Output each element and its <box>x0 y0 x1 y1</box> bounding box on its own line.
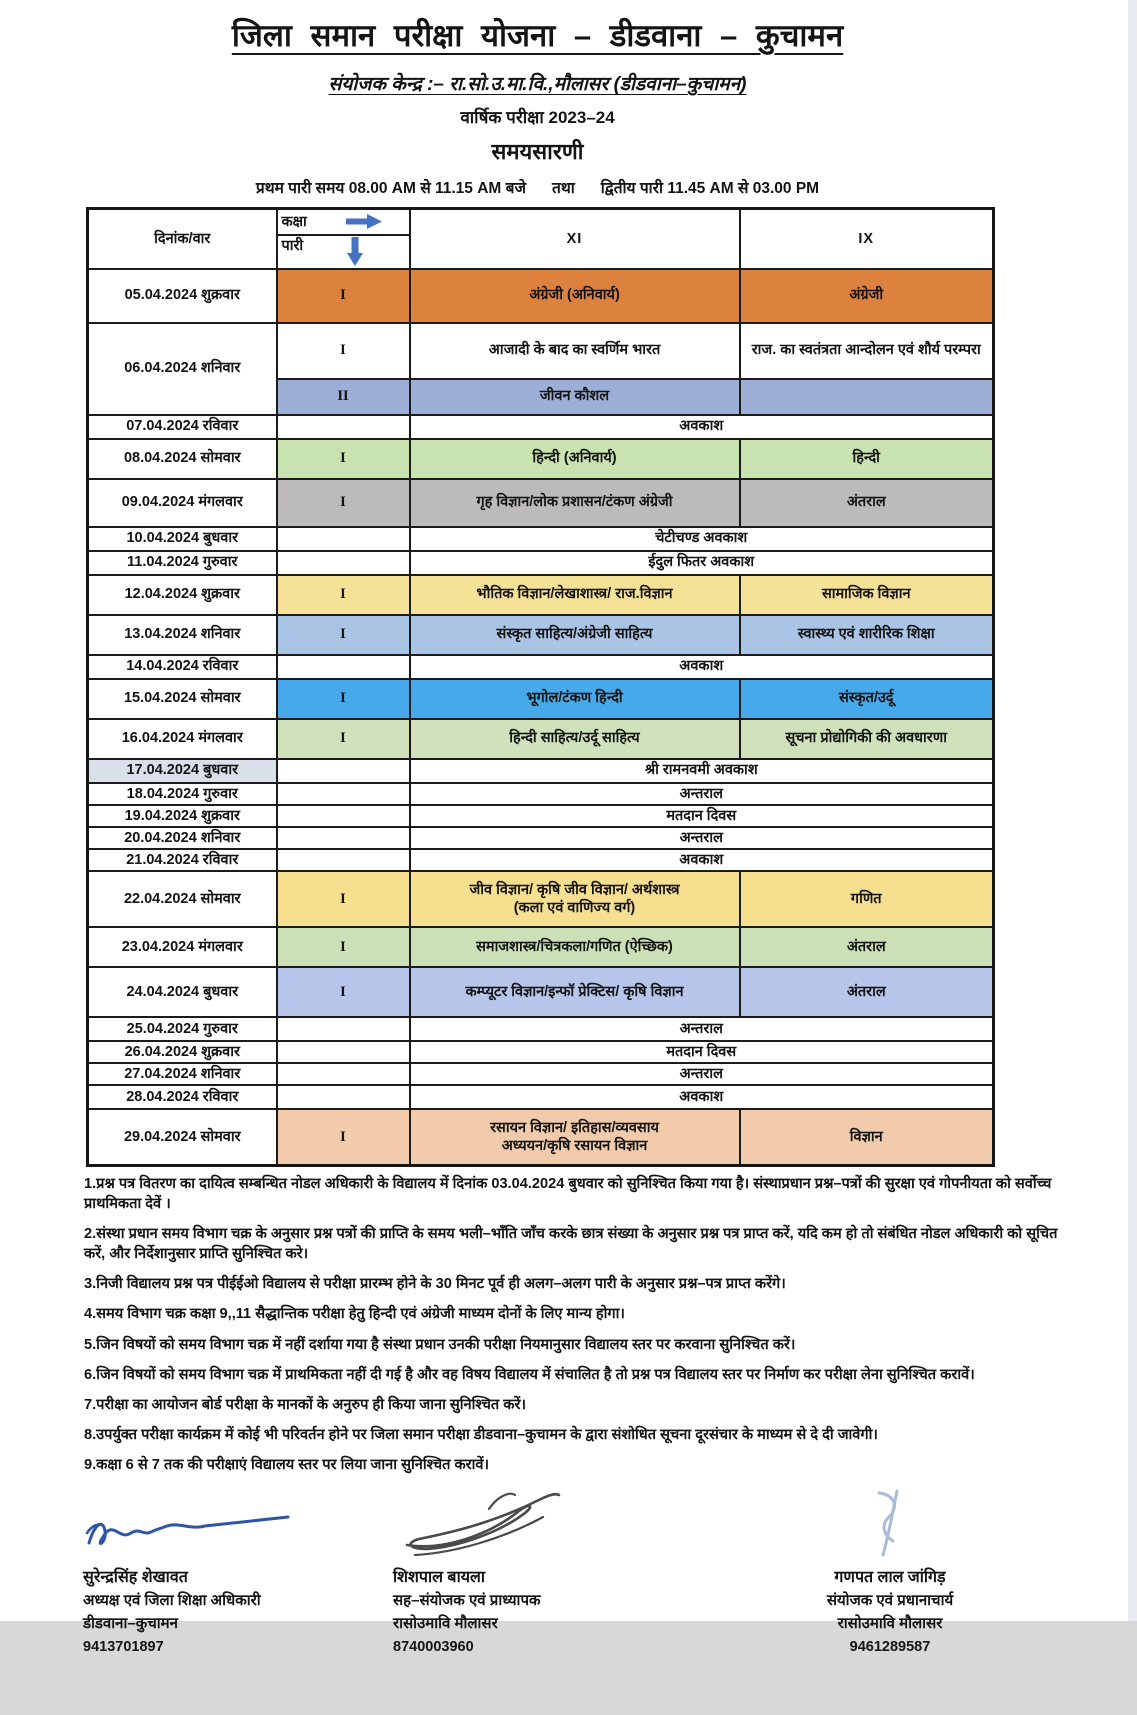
shift-cell <box>277 415 410 439</box>
header-class-ix: IX <box>740 209 994 269</box>
signatory-name: शिशपाल बायला <box>393 1569 485 1587</box>
subject-ix-cell: राज. का स्वतंत्रता आन्दोलन एवं शौर्य परम्परा <box>740 323 994 379</box>
table-row <box>88 323 994 379</box>
table-row <box>88 1063 994 1085</box>
note-number: 7. <box>84 1396 97 1413</box>
shift-cell: I <box>277 719 410 759</box>
subject-xi-cell: संस्कृत साहित्य/अंग्रेजी साहित्य <box>410 615 740 655</box>
shift-cell: I <box>277 871 410 927</box>
signatory-phone: 8740003960 <box>393 1639 474 1656</box>
table-row <box>88 551 994 575</box>
signatory-org: डीडवाना–कुचामन <box>83 1615 178 1633</box>
note-item: 6.जिन विषयों को समय विभाग चक्र में प्राथमिकता नहीं दी गई है और वह विषय विद्यालय में संचालित है तो प्रश्न पत्र विद्यालय स्तर पर निर्माण कर परीक्षा लेना सुनिश्चित करावें। <box>84 1366 975 1383</box>
shift-times-line <box>0 176 1075 198</box>
date-cell: 13.04.2024 शनिवार <box>88 615 277 655</box>
table-row <box>88 719 994 759</box>
signatory-title: सह–संयोजक एवं प्राध्यापक <box>393 1592 541 1610</box>
table-header-row <box>88 209 994 235</box>
shift-cell <box>277 527 410 551</box>
subject-ix-cell: अंतराल <box>740 479 994 527</box>
class-label: कक्षा <box>281 213 307 230</box>
shift-cell <box>277 655 410 679</box>
subject-xi-cell: जीवन कौशल <box>410 379 740 415</box>
signature-section <box>0 1485 1075 1715</box>
signatory-org: रासोउमावि मौलासर <box>837 1615 943 1633</box>
table-row <box>88 783 994 805</box>
signatory-block-chairman <box>83 1485 383 1655</box>
holiday-span-cell: अन्तराल <box>410 1017 994 1041</box>
table-row <box>88 927 994 967</box>
holiday-span-cell: श्री रामनवमी अवकाश <box>410 759 994 783</box>
subject-xi-cell: भौतिक विज्ञान/लेखाशास्त्र/ राज.विज्ञान <box>410 575 740 615</box>
class-arrow-right-icon <box>330 214 382 230</box>
shift-cell: II <box>277 379 410 415</box>
note-number: 9. <box>84 1457 97 1473</box>
holiday-span-cell: मतदान दिवस <box>410 1041 994 1063</box>
table-row <box>88 1017 994 1041</box>
signatory-title: संयोजक एवं प्रधानाचार्य <box>826 1592 954 1610</box>
holiday-span-cell: मतदान दिवस <box>410 805 994 827</box>
subject-ix-cell: अंग्रेजी <box>740 269 994 323</box>
subject-ix-cell: संस्कृत/उर्दू <box>740 679 994 719</box>
signatory-phone: 9413701897 <box>83 1639 164 1656</box>
subject-xi-cell: हिन्दी साहित्य/उर्दू साहित्य <box>410 719 740 759</box>
shift-label: पारी <box>281 237 304 254</box>
shift-arrow-down-icon <box>345 243 363 259</box>
table-row <box>88 1109 994 1165</box>
note-item: 2.संस्था प्रधान समय विभाग चक्र के अनुसार प्रश्न पत्रों की प्राप्ति के समय भली–भाँति जाँच करके छात्र संख्या के अनुसार प्रश्न पत्र प्राप्त करें, यदि कम हो तो संबंधित नोडल अधिकारी को सूचित करें, और निर्देशानुसार प्राप्ति सुनिश्चित करे। <box>84 1226 1058 1263</box>
holiday-span-cell: अवकाश <box>410 415 994 439</box>
table-row <box>88 575 994 615</box>
shift-cell: I <box>277 679 410 719</box>
table-row <box>88 439 994 479</box>
table-row <box>88 759 994 783</box>
date-cell: 21.04.2024 रविवार <box>88 849 277 871</box>
subject-xi-cell: समाजशास्त्र/चित्रकला/गणित (ऐच्छिक) <box>410 927 740 967</box>
signatory-block-coordinator <box>740 1485 1040 1655</box>
date-cell: 27.04.2024 शनिवार <box>88 1063 277 1085</box>
date-cell: 07.04.2024 रविवार <box>88 415 277 439</box>
subject-xi-cell: भूगोल/टंकण हिन्दी <box>410 679 740 719</box>
table-row <box>88 615 994 655</box>
table-row <box>88 679 994 719</box>
note-item: 9.कक्षा 6 से 7 तक की परीक्षाएं विद्यालय स्तर पर लिया जाना सुनिश्चित करावें। <box>84 1457 490 1473</box>
note-number: 3. <box>84 1276 97 1293</box>
instruction-notes <box>84 1174 1064 1475</box>
subject-ix-cell: गणित <box>740 871 994 927</box>
signature-ink-right <box>740 1485 1040 1559</box>
date-cell: 15.04.2024 सोमवार <box>88 679 277 719</box>
signatory-block-co-coordinator <box>393 1485 713 1655</box>
date-cell: 10.04.2024 बुधवार <box>88 527 277 551</box>
note-number: 2. <box>84 1226 97 1242</box>
scan-edge-shadow <box>1128 0 1137 1621</box>
date-cell: 17.04.2024 बुधवार <box>88 759 277 783</box>
shift-cell <box>277 1017 410 1041</box>
subject-ix-cell: विज्ञान <box>740 1109 994 1165</box>
signature-ink-left <box>83 1485 383 1559</box>
header-class-cell <box>277 209 410 235</box>
header-shift-cell <box>277 235 410 269</box>
shift-cell: I <box>277 323 410 379</box>
note-item: 8.उपर्युक्त परीक्षा कार्यक्रम में कोई भी परिवर्तन होने पर जिला समान परीक्षा डीडवाना–कुचामन के द्वारा संशोधित सूचना दूरसंचार के माध्यम से दे दी जावेगी। <box>84 1426 878 1443</box>
table-row <box>88 655 994 679</box>
note-item: 1.प्रश्न पत्र वितरण का दायित्व सम्बन्धित नोडल अधिकारी के विद्यालय में दिनांक 03.04.2024 बुधवार को सुनिश्चित किया गया है। संस्थाप्रधान प्रश्न–पत्रों की सुरक्षा एवं गोपनीयता को सर्वोच्च प्राथमिकता देवें । <box>84 1175 1052 1212</box>
note-item: 5.जिन विषयों को समय विभाग चक्र में नहीं दर्शाया गया है संस्था प्रधान उनकी परीक्षा नियमानुसार विद्यालय स्तर पर करवाना सुनिश्चित करें। <box>84 1336 796 1353</box>
shift-cell: I <box>277 269 410 323</box>
second-shift-time: द्वितीय पारी 11.45 AM से 03.00 PM <box>600 180 820 197</box>
first-shift-time: प्रथम पारी समय 08.00 AM से 11.15 AM बजे <box>255 180 526 197</box>
signature-ink-middle <box>393 1485 713 1559</box>
date-cell: 14.04.2024 रविवार <box>88 655 277 679</box>
signatory-phone: 9461289587 <box>849 1639 931 1656</box>
subject-xi-cell: गृह विज्ञान/लोक प्रशासन/टंकण अंग्रेजी <box>410 479 740 527</box>
note-number: 4. <box>84 1306 97 1323</box>
date-cell: 29.04.2024 सोमवार <box>88 1109 277 1165</box>
subject-xi-cell: रसायन विज्ञान/ इतिहास/व्यवसाय अध्ययन/कृषि रसायन विज्ञान <box>410 1109 740 1165</box>
date-cell: 16.04.2024 मंगलवार <box>88 719 277 759</box>
table-row <box>88 1041 994 1063</box>
note-number: 5. <box>84 1336 97 1353</box>
date-cell: 19.04.2024 शुक्रवार <box>88 805 277 827</box>
subject-xi-cell: अंग्रेजी (अनिवार्य) <box>410 269 740 323</box>
holiday-span-cell: अन्तराल <box>410 827 994 849</box>
note-item: 7.परीक्षा का आयोजन बोर्ड परीक्षा के मानकों के अनुरुप ही किया जाना सुनिश्चित करें। <box>84 1396 526 1413</box>
document-header <box>0 0 1075 198</box>
header-class-xi: XI <box>410 209 740 269</box>
signatory-name: सुरेन्द्रसिंह शेखावत <box>83 1569 188 1587</box>
shift-cell <box>277 1085 410 1109</box>
date-cell: 26.04.2024 शुक्रवार <box>88 1041 277 1063</box>
subject-ix-cell: स्वास्थ्य एवं शारीरिक शिक्षा <box>740 615 994 655</box>
exam-schedule-table <box>86 207 995 1167</box>
note-number: 8. <box>84 1426 97 1443</box>
subject-ix-cell: सामाजिक विज्ञान <box>740 575 994 615</box>
subject-xi-cell: हिन्दी (अनिवार्य) <box>410 439 740 479</box>
holiday-span-cell: चेटीचण्ड अवकाश <box>410 527 994 551</box>
table-row <box>88 849 994 871</box>
table-row <box>88 827 994 849</box>
subject-ix-cell: सूचना प्रोद्योगिकी की अवधारणा <box>740 719 994 759</box>
date-cell: 12.04.2024 शुक्रवार <box>88 575 277 615</box>
shift-cell <box>277 805 410 827</box>
shift-cell <box>277 551 410 575</box>
subject-ix-cell: अंतराल <box>740 967 994 1017</box>
shift-cell <box>277 783 410 805</box>
date-cell: 28.04.2024 रविवार <box>88 1085 277 1109</box>
coordinator-centre-line: संयोजक केन्द्र :– रा.सो.उ.मा.वि.,मौलासर (डीडवाना–कुचामन) <box>328 74 747 95</box>
date-cell: 24.04.2024 बुधवार <box>88 967 277 1017</box>
date-cell: 11.04.2024 गुरुवार <box>88 551 277 575</box>
date-cell: 22.04.2024 सोमवार <box>88 871 277 927</box>
table-row <box>88 805 994 827</box>
note-number: 1. <box>84 1175 97 1192</box>
table-row <box>88 1085 994 1109</box>
table-row <box>88 269 994 323</box>
header-date-column: दिनांक/वार <box>88 209 277 269</box>
date-cell: 05.04.2024 शुक्रवार <box>88 269 277 323</box>
shift-cell <box>277 759 410 783</box>
timetable-label: समयसारणी <box>491 139 584 164</box>
signatory-org: रासोउमावि मौलासर <box>393 1615 498 1633</box>
note-number: 6. <box>84 1366 97 1383</box>
shift-cell: I <box>277 439 410 479</box>
shift-cell: I <box>277 967 410 1017</box>
subject-ix-cell: अंतराल <box>740 927 994 967</box>
shift-cell: I <box>277 927 410 967</box>
signatory-title: अध्यक्ष एवं जिला शिक्षा अधिकारी <box>83 1592 261 1610</box>
table-row <box>88 527 994 551</box>
subject-ix-cell: हिन्दी <box>740 439 994 479</box>
holiday-span-cell: अन्तराल <box>410 783 994 805</box>
shift-cell: I <box>277 1109 410 1165</box>
holiday-span-cell: अवकाश <box>410 1085 994 1109</box>
table-row <box>88 479 994 527</box>
shift-conjunction: तथा <box>552 180 575 197</box>
shift-cell: I <box>277 575 410 615</box>
shift-cell <box>277 827 410 849</box>
shift-cell <box>277 1041 410 1063</box>
date-cell: 09.04.2024 मंगलवार <box>88 479 277 527</box>
holiday-span-cell: ईदुल फितर अवकाश <box>410 551 994 575</box>
holiday-span-cell: अवकाश <box>410 849 994 871</box>
date-cell: 23.04.2024 मंगलवार <box>88 927 277 967</box>
date-cell: 18.04.2024 गुरुवार <box>88 783 277 805</box>
date-cell: 20.04.2024 शनिवार <box>88 827 277 849</box>
date-cell: 06.04.2024 शनिवार <box>88 323 277 415</box>
exam-year-line: वार्षिक परीक्षा 2023–24 <box>460 108 615 127</box>
subject-ix-cell <box>740 379 994 415</box>
subject-xi-cell: आजादी के बाद का स्वर्णिम भारत <box>410 323 740 379</box>
signatory-name: गणपत लाल जांगिड़ <box>834 1569 946 1587</box>
shift-cell: I <box>277 479 410 527</box>
note-item: 3.निजी विद्यालय प्रश्न पत्र पीईईओ विद्यालय से परीक्षा प्रारम्भ होने के 30 मिनट पूर्व ही अलग–अलग पारी के अनुसार प्रश्न–पत्र प्राप्त करेंगे। <box>84 1276 786 1293</box>
table-row <box>88 871 994 927</box>
date-cell: 08.04.2024 सोमवार <box>88 439 277 479</box>
table-row <box>88 415 994 439</box>
shift-cell <box>277 849 410 871</box>
date-cell: 25.04.2024 गुरुवार <box>88 1017 277 1041</box>
holiday-span-cell: अवकाश <box>410 655 994 679</box>
note-item: 4.समय विभाग चक्र कक्षा 9,,11 सैद्धान्तिक परीक्षा हेतु हिन्दी एवं अंग्रेजी माध्यम दोनों के लिए मान्य होगा। <box>84 1306 625 1323</box>
shift-cell <box>277 1063 410 1085</box>
shift-cell: I <box>277 615 410 655</box>
subject-xi-cell: जीव विज्ञान/ कृषि जीव विज्ञान/ अर्थशास्त्र (कला एवं वाणिज्य वर्ग) <box>410 871 740 927</box>
table-row <box>88 967 994 1017</box>
subject-xi-cell: कम्प्यूटर विज्ञान/इन्फॉ प्रेक्टिस/ कृषि विज्ञान <box>410 967 740 1017</box>
page-title: जिला समान परीक्षा योजना – डीडवाना – कुचामन <box>231 18 844 53</box>
holiday-span-cell: अन्तराल <box>410 1063 994 1085</box>
